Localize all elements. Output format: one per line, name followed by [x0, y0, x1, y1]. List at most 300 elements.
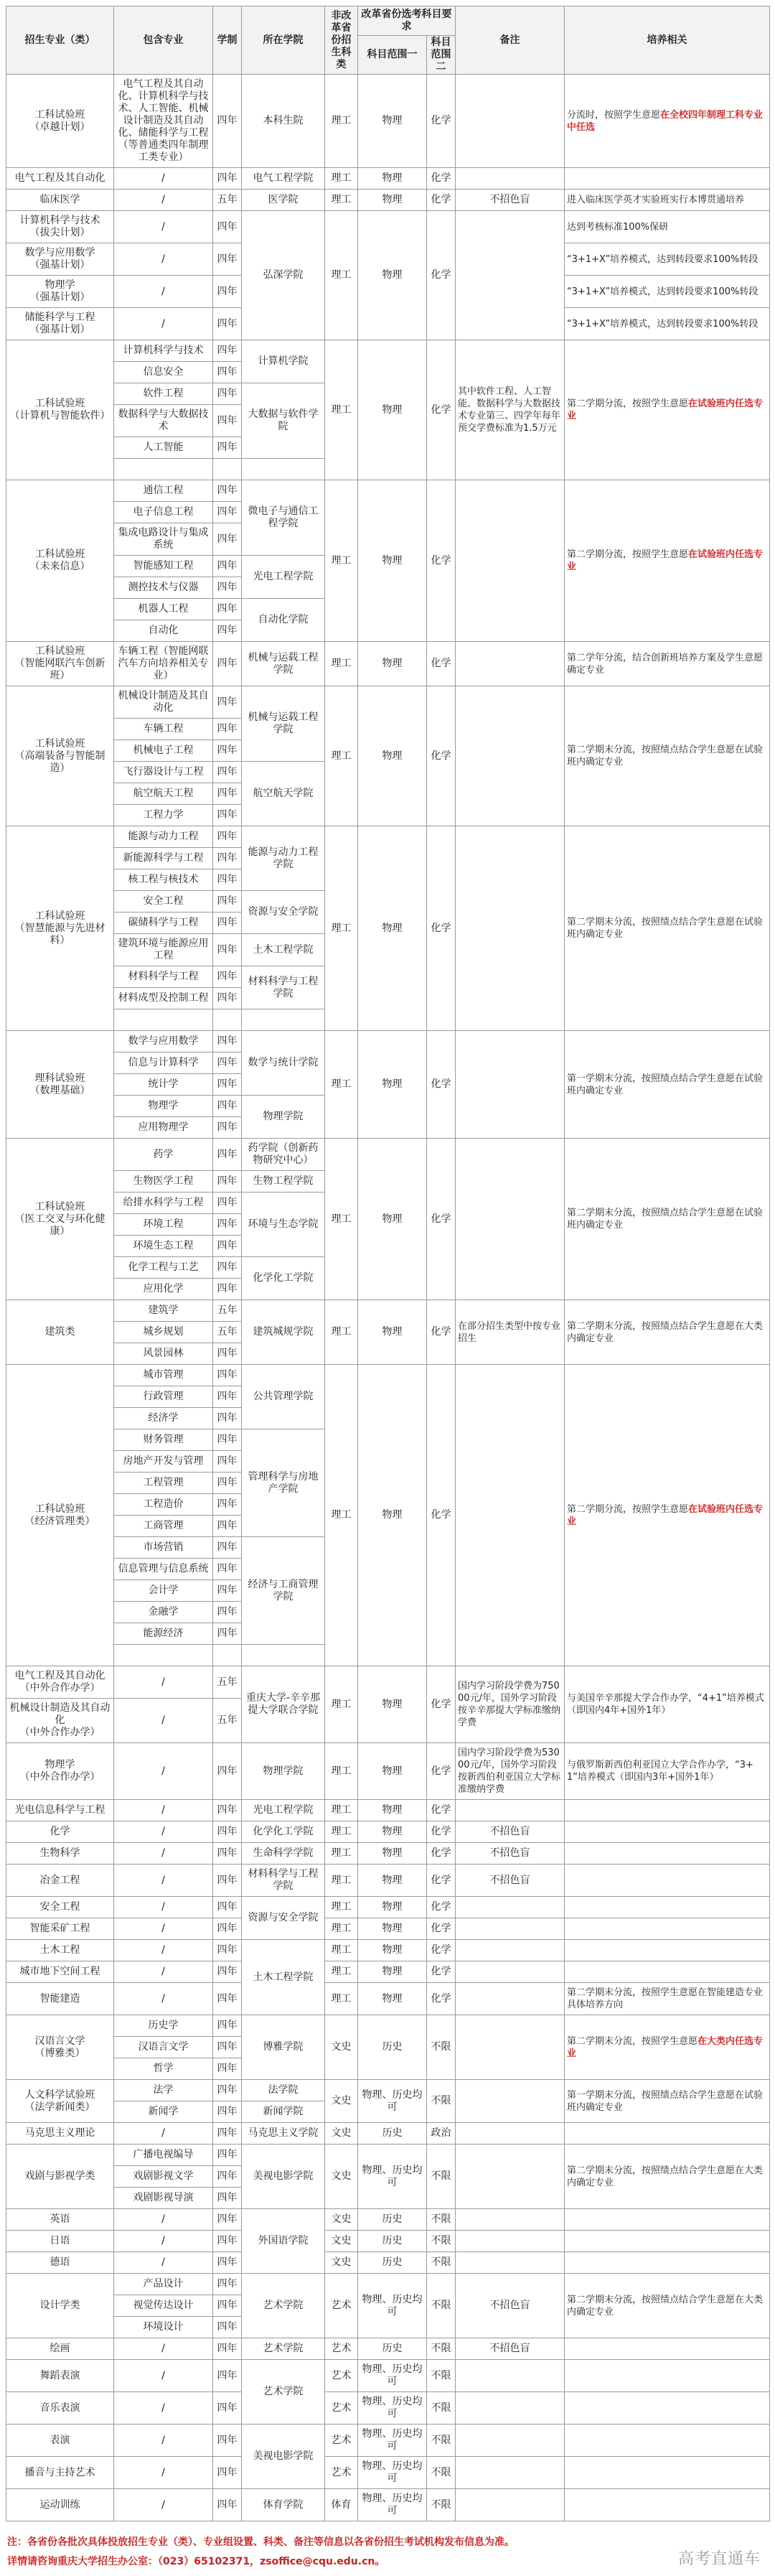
table-cell	[325, 1961, 358, 1983]
table-cell	[427, 1897, 456, 1918]
table-cell	[325, 2015, 358, 2080]
header-major-group: 招生专业（类）	[6, 6, 114, 75]
table-cell	[456, 168, 565, 190]
cell-text: 计算机学院	[258, 355, 309, 367]
cell-text: 物理	[382, 1966, 403, 1977]
table-cell	[358, 1821, 427, 1843]
cell-text: 理工	[331, 1213, 352, 1225]
table-cell	[325, 2145, 358, 2209]
cell-text: 不招色盲	[489, 2300, 530, 2311]
table-cell	[6, 1699, 114, 1743]
cell-text: 电气工程及其自动化、计算机科学与技术、人工智能、机械设计制造及其自动化、储能科学与工程（等普通类四年制理工类专业）	[118, 78, 209, 163]
cell-text: 汉语言文学 （博雅类）	[34, 2035, 85, 2059]
cell-text: 其中软件工程、人工智能、数据科学与大数据技术专业第三、四学年每年预交学费标准为1.5万元	[458, 386, 561, 434]
table-cell	[427, 1918, 456, 1940]
cell-text: 第一学期末分流，按照绩点结合学生意愿在试验班内确定专业	[567, 2089, 764, 2113]
cell-text: 应用化学	[143, 1283, 184, 1294]
table-cell	[456, 1918, 565, 1940]
cell-text: 四年	[217, 2498, 238, 2511]
table-cell	[114, 276, 213, 308]
table-cell	[325, 340, 358, 480]
table-cell	[213, 783, 242, 805]
table-cell	[114, 1300, 213, 1322]
table-cell	[242, 1171, 325, 1193]
cell-text: 四年	[217, 582, 238, 593]
cell-text: 汉语言文学	[138, 2041, 189, 2053]
table-cell	[114, 1897, 213, 1918]
cell-text: “3+1+X”培养模式，达到转段要求100%转段	[567, 318, 758, 330]
table-cell	[456, 2392, 565, 2425]
table-cell	[358, 2123, 427, 2145]
cell-text: 四年	[217, 943, 238, 956]
cell-text: 车辆工程	[143, 723, 184, 734]
table-cell	[114, 1821, 213, 1843]
table-cell	[358, 75, 427, 168]
table-cell	[456, 1821, 565, 1843]
table-cell	[456, 1743, 565, 1800]
table-row	[6, 1821, 770, 1843]
cell-text: 市场营销	[143, 1541, 184, 1553]
table-cell	[114, 934, 213, 966]
table-cell	[213, 2489, 242, 2521]
cell-text: 人文科学试验班 （法学新闻类）	[24, 2089, 95, 2113]
cell-text: 美视电影学院	[253, 2170, 314, 2182]
table-cell	[565, 2338, 770, 2360]
cell-text: 化学	[431, 1326, 451, 1338]
cell-text: 物理学 （中外合作办学）	[19, 1759, 100, 1783]
table-cell	[565, 2360, 770, 2392]
table-cell	[565, 1940, 770, 1961]
table-cell	[242, 1009, 325, 1031]
table-cell	[6, 2425, 114, 2457]
table-cell	[358, 2252, 427, 2274]
table-cell	[114, 1214, 213, 1236]
table-cell	[6, 2457, 114, 2489]
cell-text: 四年	[217, 1874, 238, 1886]
cell-text: 四年	[217, 2041, 238, 2053]
cell-text: 文史	[331, 2127, 352, 2139]
cell-text: 理工	[331, 172, 352, 184]
table-row	[6, 1865, 770, 1897]
cell-text: 不招色盲	[489, 1826, 530, 1837]
table-cell	[565, 2231, 770, 2252]
table-cell	[213, 577, 242, 599]
cell-text: 理工	[331, 1326, 352, 1338]
table-cell	[242, 556, 325, 599]
cell-text: 英语	[50, 2213, 70, 2225]
table-cell	[358, 1300, 427, 1365]
cell-text: 第二学期分流，按照学生意愿	[567, 1503, 689, 1515]
table-cell	[242, 1193, 325, 1257]
cell-text: 碳储科学与工程	[128, 917, 199, 928]
cell-text: 数学与应用数学 （强基计划）	[24, 247, 95, 271]
cell-text: 四年	[217, 2020, 238, 2031]
table-cell	[242, 1645, 325, 1666]
table-cell	[325, 480, 358, 642]
table-cell	[213, 2123, 242, 2145]
cell-text: /	[161, 1966, 165, 1977]
cell-text: 工科试验班 （智能网联汽车创新班）	[14, 645, 105, 681]
cell-text: 四年	[217, 285, 238, 297]
cell-text: 物理	[382, 922, 403, 934]
table-cell	[325, 2080, 358, 2123]
table-cell	[242, 1865, 325, 1897]
table-cell	[6, 642, 114, 686]
table-cell	[213, 1009, 242, 1031]
cell-text: 四年	[217, 2063, 238, 2074]
cell-text: 不限	[431, 2343, 451, 2354]
cell-text: 历史	[382, 2127, 403, 2139]
table-cell	[114, 2188, 213, 2209]
table-cell	[358, 190, 427, 211]
table-cell	[358, 2274, 427, 2338]
table-cell	[213, 2209, 242, 2231]
cell-text: 化学	[431, 658, 451, 669]
cell-text: 生物科学	[39, 1847, 80, 1859]
table-cell	[325, 1865, 358, 1897]
cell-text: 不限	[431, 2434, 451, 2446]
cell-text: 航空航天学院	[253, 788, 314, 799]
cell-text: 化学	[431, 1826, 451, 1837]
cell-text: 建筑环境与能源应用工程	[118, 938, 209, 961]
cell-text: 光电工程学院	[253, 1804, 314, 1816]
cell-text: 艺术	[331, 2369, 352, 2381]
cell-text: 安全工程	[143, 895, 184, 907]
table-cell	[114, 556, 213, 577]
table-row	[6, 2392, 770, 2425]
table-cell	[114, 1429, 213, 1451]
cell-text: 文史	[331, 2213, 352, 2225]
cell-text: 物理	[382, 403, 403, 416]
table-cell	[213, 502, 242, 523]
table-cell	[358, 2392, 427, 2425]
table-cell	[358, 2015, 427, 2080]
table-cell	[213, 211, 242, 243]
table-cell	[213, 1096, 242, 1117]
table-cell	[358, 1983, 427, 2015]
cell-text: 光电工程学院	[253, 571, 314, 582]
table-cell	[213, 869, 242, 891]
table-cell	[114, 362, 213, 383]
table-cell	[114, 2058, 213, 2080]
cell-text: 物理学院	[263, 1111, 304, 1122]
header-duration: 学制	[213, 6, 242, 75]
table-cell	[114, 1386, 213, 1408]
cell-text: 化学	[431, 115, 451, 126]
cell-text: 理工	[331, 922, 352, 934]
table-cell	[242, 211, 325, 340]
table-cell	[242, 1897, 325, 1940]
table-cell	[213, 362, 242, 383]
table-cell	[427, 2231, 456, 2252]
table-cell	[213, 1117, 242, 1139]
cell-text: 药学	[153, 1148, 174, 1160]
cell-text: 四年	[217, 1391, 238, 1402]
table-cell	[427, 2274, 456, 2338]
table-cell	[6, 1800, 114, 1821]
cell-text: 四年	[217, 2402, 238, 2414]
table-cell	[456, 1940, 565, 1961]
table-cell	[242, 190, 325, 211]
cell-text: 行政管理	[143, 1391, 184, 1402]
cell-text: 公共管理学院	[253, 1391, 314, 1402]
table-row	[6, 1300, 770, 1322]
table-cell	[213, 2188, 242, 2209]
table-cell	[358, 1961, 427, 1983]
table-cell	[565, 2457, 770, 2489]
table-row	[6, 2123, 770, 2145]
table-cell	[456, 686, 565, 826]
table-cell	[565, 1800, 770, 1821]
cell-text: 四年	[217, 2466, 238, 2478]
cell-text: 四年	[217, 1966, 238, 1977]
cell-text: 物理、历史均可	[362, 2164, 423, 2188]
table-cell	[114, 762, 213, 783]
cell-text: 城市地下空间工程	[19, 1966, 100, 1977]
table-cell	[456, 340, 565, 480]
table-cell	[114, 913, 213, 934]
table-cell	[456, 2425, 565, 2457]
table-cell	[358, 1843, 427, 1865]
table-cell	[242, 1429, 325, 1537]
cell-text: 化学	[50, 1826, 70, 1837]
table-cell	[213, 1699, 242, 1743]
cell-text: 四年	[217, 485, 238, 496]
table-cell	[6, 1983, 114, 2015]
table-cell	[114, 2457, 213, 2489]
cell-text: 物理	[382, 1698, 403, 1710]
table-cell	[427, 1365, 456, 1666]
table-cell	[456, 211, 565, 340]
table-row	[6, 1961, 770, 1983]
table-cell	[325, 642, 358, 686]
table-cell	[114, 891, 213, 913]
cell-text: 四年	[217, 506, 238, 518]
table-cell	[427, 1139, 456, 1300]
cell-text: 化学	[431, 1901, 451, 1913]
cell-text: 艺术	[331, 2434, 352, 2446]
cell-text: 通信工程	[143, 485, 184, 496]
cell-text: 理工	[331, 115, 352, 126]
cell-text: 给排水科学与工程	[123, 1197, 204, 1208]
cell-text: 不招色盲	[489, 2343, 530, 2354]
table-cell	[213, 243, 242, 276]
table-row	[6, 2489, 770, 2521]
table-cell	[242, 966, 325, 1009]
cell-text: /	[161, 317, 165, 330]
table-cell	[213, 1623, 242, 1645]
table-cell	[213, 2015, 242, 2037]
table-cell	[213, 719, 242, 740]
table-cell	[213, 1031, 242, 1053]
table-cell	[114, 1139, 213, 1171]
table-cell	[213, 934, 242, 966]
table-cell	[114, 1193, 213, 1214]
table-cell	[456, 2015, 565, 2080]
table-cell	[565, 308, 770, 340]
table-cell	[114, 1983, 213, 2015]
cell-text: 四年	[217, 1148, 238, 1160]
cell-text: 数学与应用数学	[128, 1035, 199, 1047]
table-cell	[213, 1365, 242, 1386]
cell-text: 戏剧与影视学类	[24, 2170, 95, 2182]
table-cell	[6, 1365, 114, 1666]
cell-text: 城市管理	[143, 1369, 184, 1381]
table-cell	[213, 2231, 242, 2252]
cell-text: 音乐表演	[39, 2402, 80, 2414]
cell-text: 化学	[431, 269, 451, 281]
table-cell	[242, 1821, 325, 1843]
cell-text: 新能源科学与工程	[123, 852, 204, 864]
cell-text: 四年	[217, 2170, 238, 2182]
table-cell	[114, 1074, 213, 1096]
table-cell	[213, 308, 242, 340]
cell-text: 物理、历史均可	[362, 2460, 423, 2484]
table-row	[6, 1031, 770, 1053]
cell-text: 理工	[331, 1804, 352, 1816]
header-category: 非改革省份招生科类	[325, 6, 358, 75]
table-cell	[427, 2080, 456, 2123]
table-cell	[565, 340, 770, 480]
table-cell	[213, 2457, 242, 2489]
cell-text: 四年	[217, 696, 238, 708]
table-cell	[325, 826, 358, 1031]
table-cell	[213, 762, 242, 783]
cell-text: 德语	[50, 2257, 70, 2268]
table-cell	[114, 190, 213, 211]
table-row	[6, 1940, 770, 1961]
table-cell	[456, 1865, 565, 1897]
table-cell	[114, 437, 213, 459]
cell-text: /	[161, 1676, 165, 1688]
table-cell	[6, 2252, 114, 2274]
table-cell	[565, 168, 770, 190]
table-cell	[213, 1171, 242, 1193]
table-cell	[325, 1821, 358, 1843]
table-cell	[456, 826, 565, 1031]
cell-text: 化学	[431, 1944, 451, 1956]
cell-text: 软件工程	[143, 388, 184, 399]
cell-text: 临床医学	[39, 194, 80, 205]
table-cell	[213, 1743, 242, 1800]
table-cell	[114, 308, 213, 340]
cell-text: 物理	[382, 1992, 403, 2005]
table-cell	[325, 2252, 358, 2274]
table-cell	[6, 1961, 114, 1983]
table-cell	[242, 1096, 325, 1139]
table-cell	[6, 1139, 114, 1300]
table-cell	[242, 891, 325, 934]
cell-text: 不招色盲	[489, 1847, 530, 1859]
table-cell	[213, 190, 242, 211]
table-cell	[114, 719, 213, 740]
table-cell	[213, 1865, 242, 1897]
table-cell	[213, 599, 242, 620]
cell-text: 四年	[217, 1804, 238, 1816]
table-cell	[213, 2080, 242, 2101]
table-cell	[114, 1279, 213, 1300]
table-cell	[114, 1236, 213, 1257]
table-cell	[456, 2457, 565, 2489]
cell-text: 历史	[382, 2235, 403, 2246]
cell-text: 四年	[217, 2127, 238, 2139]
table-cell	[325, 1743, 358, 1800]
table-cell	[325, 686, 358, 826]
table-cell	[242, 826, 325, 891]
table-row	[6, 826, 770, 848]
cell-text: /	[161, 1804, 165, 1816]
cell-text: 不限	[431, 2257, 451, 2268]
table-cell	[114, 869, 213, 891]
cell-text: 文史	[331, 2041, 352, 2053]
table-cell	[6, 308, 114, 340]
table-cell	[456, 480, 565, 642]
table-cell	[114, 1322, 213, 1343]
table-cell	[456, 1897, 565, 1918]
table-cell	[213, 740, 242, 762]
cell-text: 与美国辛辛那提大学合作办学，“4+1”培养模式（即国内4年+国外1年）	[567, 1693, 764, 1716]
table-cell	[427, 2145, 456, 2209]
table-cell	[325, 2338, 358, 2360]
cell-text: 不招色盲	[489, 1874, 530, 1886]
cell-text: 艺术	[331, 2466, 352, 2478]
header-included-majors: 包含专业	[114, 6, 213, 75]
cell-text: 工科试验班 （智慧能源与先进材料）	[14, 910, 105, 946]
admission-table	[6, 6, 770, 2521]
cell-text: 文史	[331, 2095, 352, 2106]
table-cell	[213, 1343, 242, 1365]
cell-text: 化学	[431, 922, 451, 934]
cell-text: 马克思主义学院	[248, 2127, 319, 2139]
table-cell	[213, 1559, 242, 1580]
table-cell	[427, 211, 456, 340]
table-cell	[6, 1843, 114, 1865]
table-cell	[325, 2123, 358, 2145]
table-cell	[427, 1983, 456, 2015]
cell-text: 电气工程及其自动化	[14, 172, 105, 184]
cell-text: 第二学期末分流，按照绩点结合学生意愿在大类内确定专业	[567, 2165, 764, 2188]
table-cell	[358, 2080, 427, 2123]
table-cell	[114, 211, 213, 243]
cell-text: 产品设计	[143, 2278, 184, 2290]
cell-text: 与俄罗斯新西伯利亚国立大学合作办学，“3+1”培养模式（即国内3年+国外1年）	[567, 1760, 753, 1783]
cell-text: 四年	[217, 917, 238, 928]
cell-text: 机械设计制造及其自动化 （中外合作办学）	[9, 1702, 111, 1738]
cell-text: 四年	[217, 1847, 238, 1859]
cell-text: 理工	[331, 554, 352, 566]
cell-text: 艺术学院	[263, 2343, 304, 2354]
table-cell	[427, 2209, 456, 2231]
cell-text: 四年	[217, 366, 238, 378]
cell-text: 第二学期分流，按照学生意愿	[567, 398, 689, 409]
cell-text: 哲学	[153, 2063, 174, 2074]
table-cell	[427, 75, 456, 168]
cell-text: 四年	[217, 658, 238, 669]
table-cell	[427, 642, 456, 686]
footer-note: 注：各省份各批次具体投放招生专业（类）、专业组设置、科类、备注等信息以各省份招生考试机构发布信息为准。	[7, 2537, 515, 2548]
cell-text: 材料成型及控制工程	[118, 992, 209, 1004]
table-cell	[213, 1386, 242, 1408]
cell-highlight-text: 在试验班内任选专业	[567, 1503, 764, 1527]
cell-text: /	[161, 1874, 165, 1886]
table-cell	[242, 934, 325, 966]
cell-text: 四年	[217, 2369, 238, 2381]
table-cell	[325, 2392, 358, 2425]
cell-text: 四年	[217, 1606, 238, 1618]
cell-text: 会计学	[148, 1585, 179, 1596]
table-cell	[242, 1031, 325, 1096]
cell-text: 四年	[217, 745, 238, 756]
